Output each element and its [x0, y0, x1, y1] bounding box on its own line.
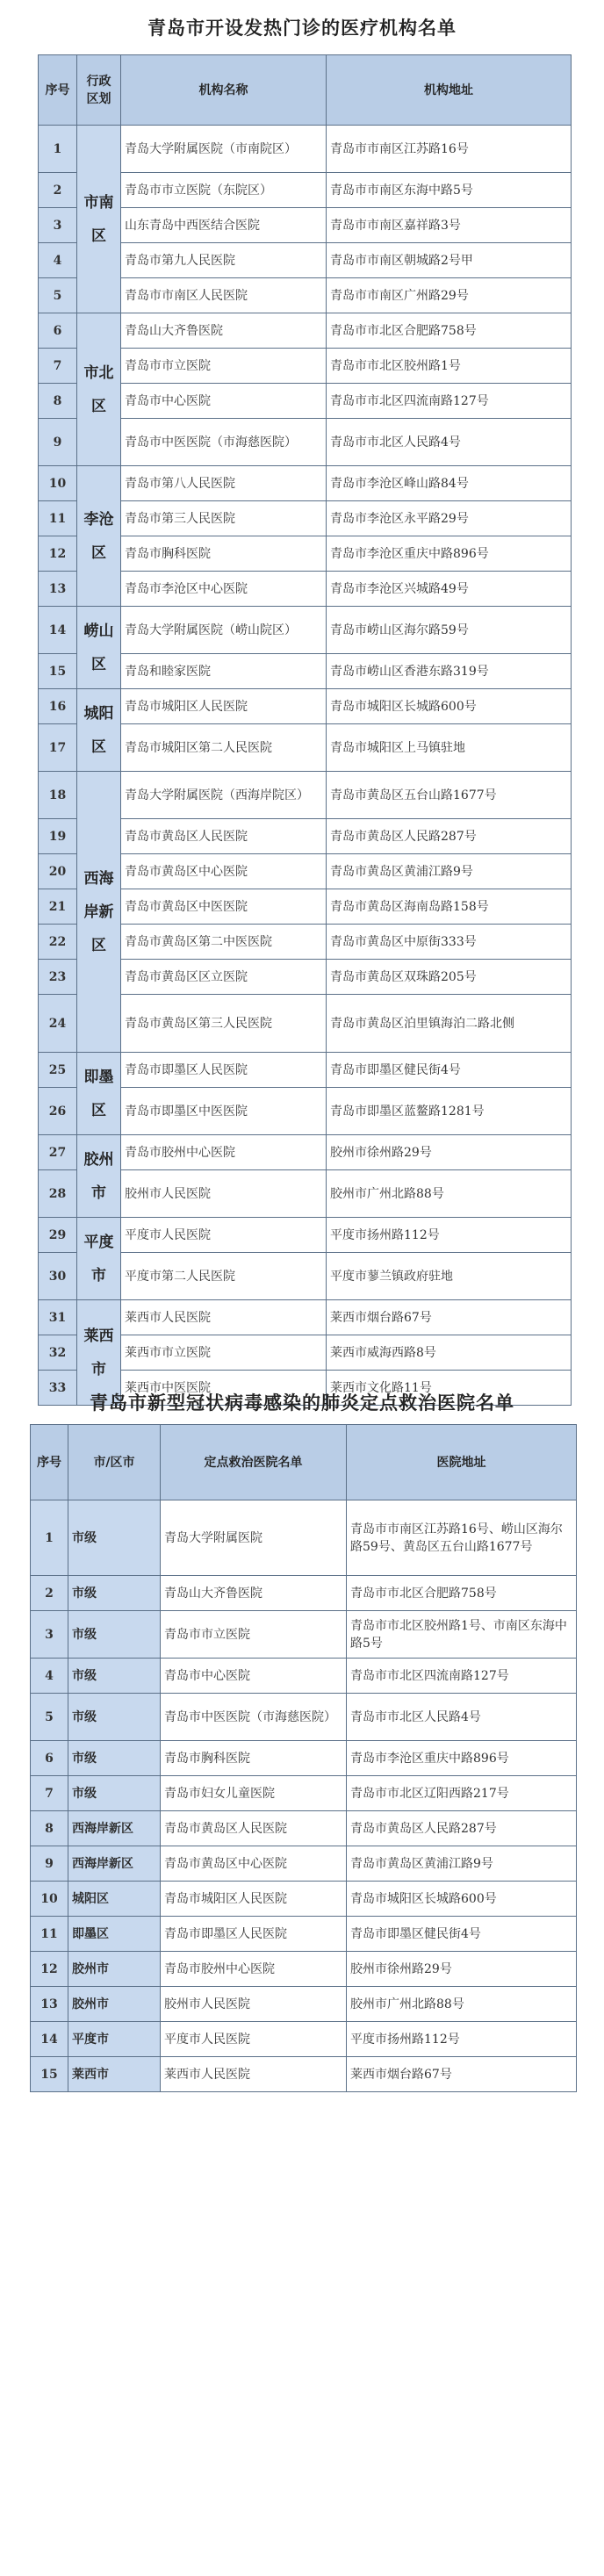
row-number: 7 [31, 1776, 68, 1811]
institution-address: 青岛市李沧区永平路29号 [327, 501, 572, 536]
institution-address: 青岛市市南区东海中路5号 [327, 173, 572, 208]
hospital-address: 青岛市市北区人民路4号 [347, 1694, 577, 1741]
hospital-name: 青岛山大齐鲁医院 [161, 1576, 347, 1611]
institution-address: 青岛市城阳区上马镇驻地 [327, 724, 572, 772]
hospital-name: 青岛市妇女儿童医院 [161, 1776, 347, 1811]
institution-address: 平度市扬州路112号 [327, 1218, 572, 1253]
hospital-address: 胶州市徐州路29号 [347, 1952, 577, 1987]
row-number: 27 [39, 1135, 77, 1170]
institution-name: 青岛市第九人民医院 [121, 243, 327, 278]
hospital-address: 青岛市市北区胶州路1号、市南区东海中路5号 [347, 1611, 577, 1659]
table-row [39, 689, 572, 724]
district-cell: 崂山区 [77, 607, 121, 689]
table-row [39, 1300, 572, 1335]
row-number: 25 [39, 1053, 77, 1088]
institution-name: 青岛大学附属医院（市南院区） [121, 126, 327, 173]
hospital-address: 莱西市烟台路67号 [347, 2057, 577, 2092]
institution-name: 平度市人民医院 [121, 1218, 327, 1253]
institution-address: 青岛市李沧区峰山路84号 [327, 466, 572, 501]
level-cell: 市级 [68, 1500, 161, 1576]
hospital-name: 青岛市黄岛区中心医院 [161, 1846, 347, 1882]
hospital-address: 青岛市城阳区长城路600号 [347, 1882, 577, 1917]
district-cell: 市南区 [77, 126, 121, 313]
institution-address: 青岛市市北区人民路4号 [327, 419, 572, 466]
institution-name: 青岛市黄岛区第三人民医院 [121, 995, 327, 1053]
level-cell: 市级 [68, 1611, 161, 1659]
hospital-address: 青岛市黄岛区黄浦江路9号 [347, 1846, 577, 1882]
institution-name: 青岛市即墨区中医医院 [121, 1088, 327, 1135]
level-cell: 胶州市 [68, 1952, 161, 1987]
row-number: 7 [39, 349, 77, 384]
level-cell: 胶州市 [68, 1987, 161, 2022]
row-number: 10 [31, 1882, 68, 1917]
table-row [31, 1659, 577, 1694]
row-number: 12 [39, 536, 77, 572]
hospital-address: 青岛市市南区江苏路16号、崂山区海尔路59号、黄岛区五台山路1677号 [347, 1500, 577, 1576]
institution-name: 青岛市中心医院 [121, 384, 327, 419]
district-cell: 莱西市 [77, 1300, 121, 1406]
table-row [39, 1135, 572, 1170]
hospital-name: 青岛市即墨区人民医院 [161, 1917, 347, 1952]
table-row [31, 2057, 577, 2092]
row-number: 33 [39, 1371, 77, 1406]
institution-address: 青岛市李沧区兴城路49号 [327, 572, 572, 607]
institution-address: 青岛市市北区四流南路127号 [327, 384, 572, 419]
row-number: 32 [39, 1335, 77, 1371]
table-row [31, 1576, 577, 1611]
table-row [39, 1218, 572, 1253]
hospital-address: 青岛市李沧区重庆中路896号 [347, 1741, 577, 1776]
institution-name: 青岛市市立医院 [121, 349, 327, 384]
level-cell: 西海岸新区 [68, 1811, 161, 1846]
district-cell: 城阳区 [77, 689, 121, 772]
row-number: 6 [31, 1741, 68, 1776]
institution-address: 青岛市黄岛区泊里镇海泊二路北侧 [327, 995, 572, 1053]
row-number: 24 [39, 995, 77, 1053]
hospital-name: 青岛市胶州中心医院 [161, 1952, 347, 1987]
hospital-name: 青岛市城阳区人民医院 [161, 1882, 347, 1917]
level-cell: 即墨区 [68, 1917, 161, 1952]
row-number: 21 [39, 889, 77, 925]
institution-name: 胶州市人民医院 [121, 1170, 327, 1218]
hospital-name: 青岛市中心医院 [161, 1659, 347, 1694]
district-cell: 即墨区 [77, 1053, 121, 1135]
header-level: 市/区市 [68, 1425, 161, 1500]
institution-address: 平度市蓼兰镇政府驻地 [327, 1253, 572, 1300]
level-cell: 莱西市 [68, 2057, 161, 2092]
institution-name: 青岛市黄岛区人民医院 [121, 819, 327, 854]
institution-address: 青岛市黄岛区双珠路205号 [327, 960, 572, 995]
hospital-address: 青岛市即墨区健民街4号 [347, 1917, 577, 1952]
institution-address: 青岛市黄岛区五台山路1677号 [327, 772, 572, 819]
district-cell: 胶州市 [77, 1135, 121, 1218]
row-number: 8 [39, 384, 77, 419]
level-cell: 平度市 [68, 2022, 161, 2057]
row-number: 22 [39, 925, 77, 960]
table-row [31, 1776, 577, 1811]
table-row [39, 466, 572, 501]
institution-name: 青岛市市立医院（东院区） [121, 173, 327, 208]
institution-name: 青岛市城阳区第二人民医院 [121, 724, 327, 772]
row-number: 15 [39, 654, 77, 689]
header-district: 行政区划 [77, 55, 121, 126]
hospital-name: 青岛市胸科医院 [161, 1741, 347, 1776]
table-row [31, 1741, 577, 1776]
institution-name: 平度市第二人民医院 [121, 1253, 327, 1300]
hospital-address: 青岛市黄岛区人民路287号 [347, 1811, 577, 1846]
institution-name: 青岛大学附属医院（西海岸院区） [121, 772, 327, 819]
header-address: 医院地址 [347, 1425, 577, 1500]
table-row [39, 772, 572, 819]
row-number: 10 [39, 466, 77, 501]
hospital-address: 青岛市市北区四流南路127号 [347, 1659, 577, 1694]
institution-name: 青岛市胸科医院 [121, 536, 327, 572]
hospital-name: 青岛市中医医院（市海慈医院） [161, 1694, 347, 1741]
institution-name: 青岛市第八人民医院 [121, 466, 327, 501]
institution-address: 胶州市徐州路29号 [327, 1135, 572, 1170]
row-number: 1 [31, 1500, 68, 1576]
header-name: 机构名称 [121, 55, 327, 126]
level-cell: 市级 [68, 1741, 161, 1776]
row-number: 17 [39, 724, 77, 772]
row-number: 3 [39, 208, 77, 243]
institution-name: 莱西市人民医院 [121, 1300, 327, 1335]
header-no: 序号 [31, 1425, 68, 1500]
table-row [31, 1882, 577, 1917]
level-cell: 城阳区 [68, 1882, 161, 1917]
row-number: 14 [39, 607, 77, 654]
row-number: 6 [39, 313, 77, 349]
row-number: 23 [39, 960, 77, 995]
institution-address: 青岛市崂山区香港东路319号 [327, 654, 572, 689]
row-number: 31 [39, 1300, 77, 1335]
level-cell: 市级 [68, 1659, 161, 1694]
row-number: 20 [39, 854, 77, 889]
row-number: 4 [39, 243, 77, 278]
row-number: 14 [31, 2022, 68, 2057]
institution-address: 胶州市广州北路88号 [327, 1170, 572, 1218]
hospital-address: 青岛市市北区辽阳西路217号 [347, 1776, 577, 1811]
institution-address: 青岛市市北区胶州路1号 [327, 349, 572, 384]
row-number: 29 [39, 1218, 77, 1253]
hospital-address: 胶州市广州北路88号 [347, 1987, 577, 2022]
institution-address: 青岛市市北区合肥路758号 [327, 313, 572, 349]
table-row [39, 607, 572, 654]
hospital-address: 青岛市市北区合肥路758号 [347, 1576, 577, 1611]
institution-name: 青岛市胶州中心医院 [121, 1135, 327, 1170]
row-number: 3 [31, 1611, 68, 1659]
row-number: 4 [31, 1659, 68, 1694]
row-number: 16 [39, 689, 77, 724]
hospital-name: 青岛市黄岛区人民医院 [161, 1811, 347, 1846]
institution-name: 青岛山大齐鲁医院 [121, 313, 327, 349]
row-number: 1 [39, 126, 77, 173]
row-number: 8 [31, 1811, 68, 1846]
header-name: 定点救治医院名单 [161, 1425, 347, 1500]
level-cell: 西海岸新区 [68, 1846, 161, 1882]
institution-address: 青岛市崂山区海尔路59号 [327, 607, 572, 654]
table-row [31, 1917, 577, 1952]
institution-name: 青岛市李沧区中心医院 [121, 572, 327, 607]
table-row [31, 2022, 577, 2057]
row-number: 2 [31, 1576, 68, 1611]
table-row [39, 1053, 572, 1088]
table-row [31, 1987, 577, 2022]
table-row [31, 1846, 577, 1882]
table-row [31, 1611, 577, 1659]
district-cell: 西海岸新区 [77, 772, 121, 1053]
institution-address: 青岛市市南区江苏路16号 [327, 126, 572, 173]
institution-name: 青岛市黄岛区第二中医医院 [121, 925, 327, 960]
designated-hospital-table [30, 1424, 577, 2092]
district-cell: 平度市 [77, 1218, 121, 1300]
row-number: 13 [31, 1987, 68, 2022]
header-address: 机构地址 [327, 55, 572, 126]
institution-name: 青岛市中医医院（市海慈医院） [121, 419, 327, 466]
row-number: 11 [39, 501, 77, 536]
institution-address: 青岛市城阳区长城路600号 [327, 689, 572, 724]
table-row [31, 1694, 577, 1741]
row-number: 18 [39, 772, 77, 819]
row-number: 9 [39, 419, 77, 466]
institution-name: 莱西市市立医院 [121, 1335, 327, 1371]
hospital-name: 胶州市人民医院 [161, 1987, 347, 2022]
level-cell: 市级 [68, 1694, 161, 1741]
hospital-name: 青岛市市立医院 [161, 1611, 347, 1659]
table-row [31, 1952, 577, 1987]
institution-address: 青岛市即墨区健民街4号 [327, 1053, 572, 1088]
institution-address: 青岛市黄岛区中原街333号 [327, 925, 572, 960]
institution-name: 青岛市第三人民医院 [121, 501, 327, 536]
institution-address: 青岛市黄岛区人民路287号 [327, 819, 572, 854]
row-number: 26 [39, 1088, 77, 1135]
table-row [39, 126, 572, 173]
row-number: 11 [31, 1917, 68, 1952]
district-cell: 李沧区 [77, 466, 121, 607]
institution-name: 青岛和睦家医院 [121, 654, 327, 689]
table-row [31, 1500, 577, 1576]
institution-address: 莱西市文化路11号 [327, 1371, 572, 1406]
row-number: 12 [31, 1952, 68, 1987]
institution-name: 青岛市黄岛区区立医院 [121, 960, 327, 995]
hospital-address: 平度市扬州路112号 [347, 2022, 577, 2057]
level-cell: 市级 [68, 1776, 161, 1811]
row-number: 9 [31, 1846, 68, 1882]
district-cell: 市北区 [77, 313, 121, 466]
institution-name: 青岛市市南区人民医院 [121, 278, 327, 313]
institution-address: 青岛市市南区朝城路2号甲 [327, 243, 572, 278]
row-number: 5 [31, 1694, 68, 1741]
header-no: 序号 [39, 55, 77, 126]
institution-name: 青岛市城阳区人民医院 [121, 689, 327, 724]
institution-address: 莱西市威海西路8号 [327, 1335, 572, 1371]
institution-name: 青岛市黄岛区中医医院 [121, 889, 327, 925]
level-cell: 市级 [68, 1576, 161, 1611]
institution-address: 莱西市烟台路67号 [327, 1300, 572, 1335]
fever-clinic-table [38, 54, 572, 1406]
institution-name: 青岛市即墨区人民医院 [121, 1053, 327, 1088]
institution-address: 青岛市李沧区重庆中路896号 [327, 536, 572, 572]
institution-address: 青岛市市南区广州路29号 [327, 278, 572, 313]
institution-address: 青岛市市南区嘉祥路3号 [327, 208, 572, 243]
hospital-name: 平度市人民医院 [161, 2022, 347, 2057]
row-number: 30 [39, 1253, 77, 1300]
institution-address: 青岛市即墨区蓝鳌路1281号 [327, 1088, 572, 1135]
row-number: 5 [39, 278, 77, 313]
row-number: 13 [39, 572, 77, 607]
row-number: 15 [31, 2057, 68, 2092]
row-number: 28 [39, 1170, 77, 1218]
hospital-name: 莱西市人民医院 [161, 2057, 347, 2092]
institution-name: 青岛市黄岛区中心医院 [121, 854, 327, 889]
table2-title: 青岛市新型冠状病毒感染的肺炎定点救治医院名单 [90, 1392, 514, 1414]
institution-name: 莱西市中医医院 [121, 1371, 327, 1406]
institution-address: 青岛市黄岛区海南岛路158号 [327, 889, 572, 925]
table-row [31, 1811, 577, 1846]
hospital-name: 青岛大学附属医院 [161, 1500, 347, 1576]
table1-title: 青岛市开设发热门诊的医疗机构名单 [147, 17, 457, 39]
institution-address: 青岛市黄岛区黄浦江路9号 [327, 854, 572, 889]
row-number: 19 [39, 819, 77, 854]
institution-name: 青岛大学附属医院（崂山院区） [121, 607, 327, 654]
table-row [39, 313, 572, 349]
row-number: 2 [39, 173, 77, 208]
institution-name: 山东青岛中西医结合医院 [121, 208, 327, 243]
